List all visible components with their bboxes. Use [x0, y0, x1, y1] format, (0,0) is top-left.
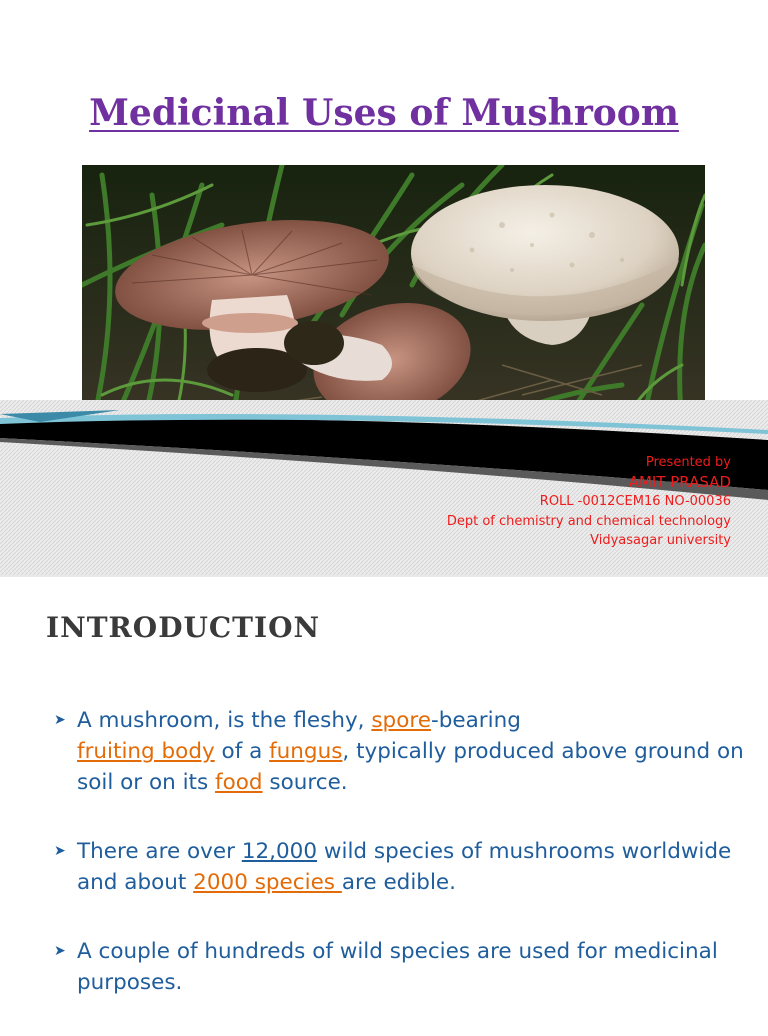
- bullet-list: [52, 705, 752, 1036]
- fungus-link[interactable]: fungus: [269, 739, 343, 764]
- presented-by-label: Presented by: [645, 455, 731, 470]
- section-heading: INTRODUCTION: [46, 611, 321, 644]
- bullet-text: source.: [262, 770, 348, 795]
- arrow-bullet-icon: ➤: [54, 843, 66, 859]
- mushroom-photo: [82, 165, 705, 427]
- arrow-bullet-icon: ➤: [54, 943, 66, 959]
- introduction-slide: [0, 577, 768, 1024]
- university: Vidyasagar university: [590, 533, 731, 548]
- roll-number: ROLL -0012CEM16 NO-00036: [539, 494, 731, 509]
- department: Dept of chemistry and chemical technology: [446, 513, 731, 529]
- arrow-bullet-icon: ➤: [54, 712, 66, 728]
- edible-species-link[interactable]: 2000 species: [193, 870, 342, 895]
- species-count-link[interactable]: 12,000: [241, 839, 318, 864]
- bullet-text: A mushroom, is the fleshy,: [77, 708, 372, 733]
- bullet-text: There are over: [77, 839, 242, 864]
- bullet-text: -bearing: [430, 708, 521, 733]
- slide-title: Medicinal Uses of Mushroom: [89, 92, 679, 134]
- food-link[interactable]: food: [215, 770, 263, 795]
- bullet-item: [52, 836, 752, 898]
- spore-link[interactable]: spore: [371, 708, 431, 733]
- bullet-text: of a: [214, 739, 270, 764]
- bullet-text: are edible.: [341, 870, 456, 895]
- bullet-item: [52, 936, 752, 998]
- bullet-item: [52, 705, 752, 798]
- bullet-text: A couple of hundreds of wild species are used for medicinal purposes.: [77, 939, 718, 995]
- bullet-text: wild species of mushrooms worldwide and about: [77, 839, 732, 895]
- fruiting-body-link[interactable]: fruiting body: [77, 739, 215, 764]
- presenter-info: [447, 453, 731, 551]
- presenter-name: AMIT PRASAD: [628, 472, 731, 491]
- bullet-text: , typically produced above ground on soil or on its: [77, 739, 744, 795]
